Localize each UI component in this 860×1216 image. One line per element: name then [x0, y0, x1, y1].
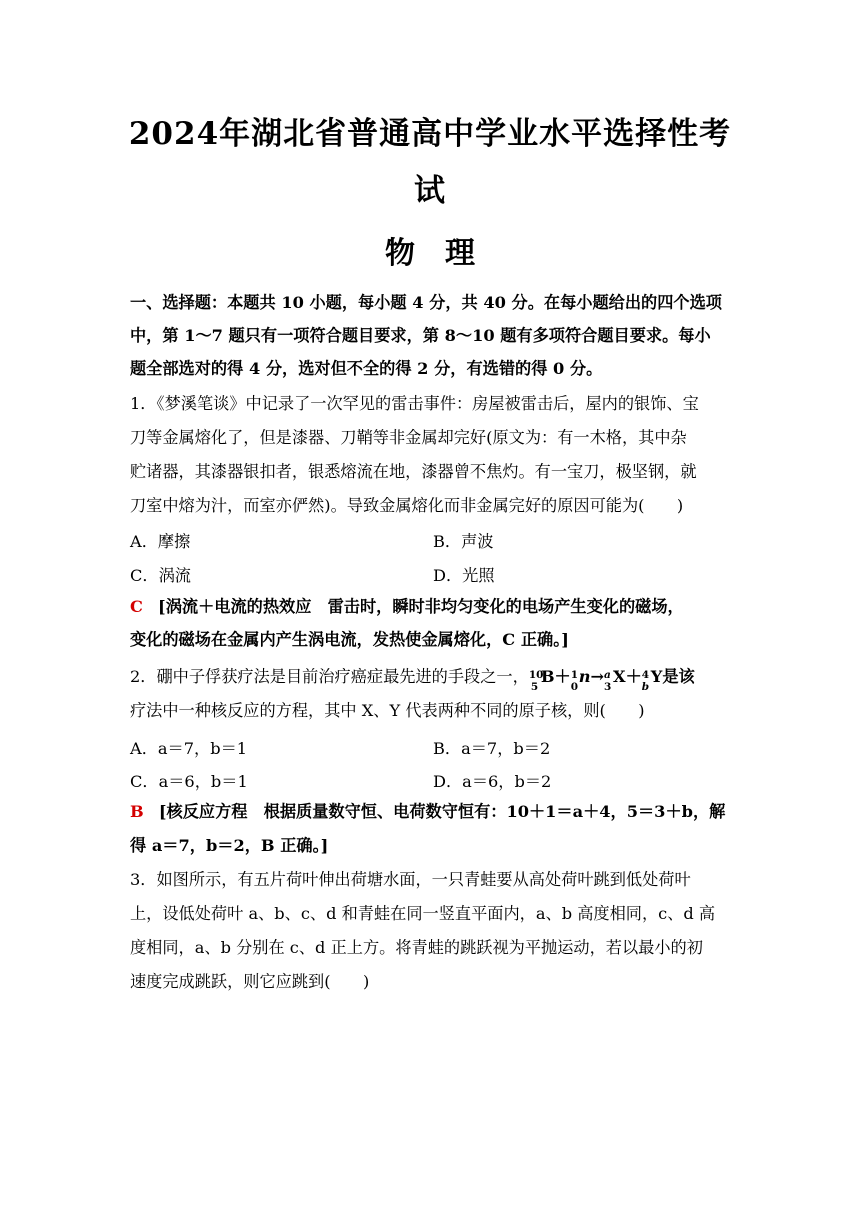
x-symbol: X＋	[613, 667, 642, 686]
q1-option-a: A．摩擦	[130, 532, 191, 551]
neutron-isotope: 1 0	[570, 669, 578, 693]
q2-answer-line1	[130, 801, 735, 823]
neutron-symbol: n→	[578, 667, 605, 686]
q3-stem-line2: 上，设低处荷叶 a、b、c、d 和青蛙在同一竖直平面内，a、b 高度相同，c、d 高	[130, 904, 716, 923]
q3-stem-line4: 速度完成跳跃，则它应跳到( )	[130, 972, 370, 991]
y-symbol: Y是该	[650, 667, 695, 686]
boron-symbol: B＋	[540, 667, 571, 686]
q2-stem-line1	[130, 665, 735, 693]
q1-stem-line2: 刀等金属熔化了，但是漆器、刀鞘等非金属却完好(原文为：有一木格，其中杂	[130, 428, 687, 447]
q1-stem-line4: 刀室中熔为汁，而室亦俨然)。导致金属熔化而非金属完好的原因可能为( )	[130, 496, 684, 515]
q1-explanation-part1: [涡流＋电流的热效应 雷击时，瞬时非均匀变化的电场产生变化的磁场，	[158, 597, 684, 616]
q2-option-a: A．a＝7，b＝1	[130, 739, 248, 758]
q1-option-c: C．涡流	[130, 566, 191, 585]
q2-explanation-part1: [核反应方程 根据质量数守恒、电荷数守恒有：10＋1＝a＋4，5＝3＋b，解	[158, 802, 726, 821]
q3-stem-line3: 度相同，a、b 分别在 c、d 正上方。将青蛙的跳跃视为平抛运动，若以最小的初	[130, 938, 703, 957]
section-instructions-line1: 一、选择题：本题共 10 小题，每小题 4 分，共 40 分。在每小题给出的四个选项	[130, 293, 722, 312]
boron-isotope: 10 5	[528, 669, 544, 693]
exam-title-line1: 2024年湖北省普通高中学业水平选择性考	[128, 116, 732, 152]
section-instructions-line2: 中，第 1～7 题只有一项符合题目要求，第 8～10 题有多项符合题目要求。每小	[130, 326, 711, 345]
q1-stem-line1: 1．《梦溪笔谈》中记录了一次罕见的雷击事件：房屋被雷击后，屋内的银饰、宝	[130, 394, 699, 413]
q2-stem-text: 2．硼中子俘获疗法是目前治疗癌症最先进的手段之一，	[130, 667, 529, 686]
q1-answer-line2: 变化的磁场在金属内产生涡电流，发热使金属熔化，C 正确。]	[130, 630, 569, 649]
section-instructions-line3: 题全部选对的得 4 分，选对但不全的得 2 分，有选错的得 0 分。	[130, 359, 603, 378]
q1-stem-line3: 贮诸器，其漆器银扣者，银悉熔流在地，漆器曾不焦灼。有一宝刀，极坚钢，就	[130, 462, 697, 481]
exam-title-line2: 试	[414, 173, 446, 209]
q2-option-b: B．a＝7，b＝2	[433, 739, 551, 758]
q1-option-d: D．光照	[433, 566, 495, 585]
q2-stem-line2: 疗法中一种核反应的方程，其中 X、Y 代表两种不同的原子核，则( )	[130, 701, 645, 720]
q2-option-d: D．a＝6，b＝2	[433, 772, 552, 791]
x-isotope: a 3	[604, 669, 612, 693]
q1-answer-letter: C	[130, 597, 143, 616]
q3-stem-line1: 3．如图所示，有五片荷叶伸出荷塘水面，一只青蛙要从高处荷叶跳到低处荷叶	[130, 870, 691, 889]
subject-heading: 物 理	[385, 236, 475, 271]
q2-option-c: C．a＝6，b＝1	[130, 772, 248, 791]
q1-option-b: B．声波	[433, 532, 494, 551]
q1-answer-line1	[130, 596, 735, 618]
q2-answer-line2: 得 a＝7，b＝2，B 正确。]	[130, 836, 329, 855]
q2-answer-letter: B	[130, 802, 144, 821]
y-isotope: 4 b	[641, 669, 650, 693]
